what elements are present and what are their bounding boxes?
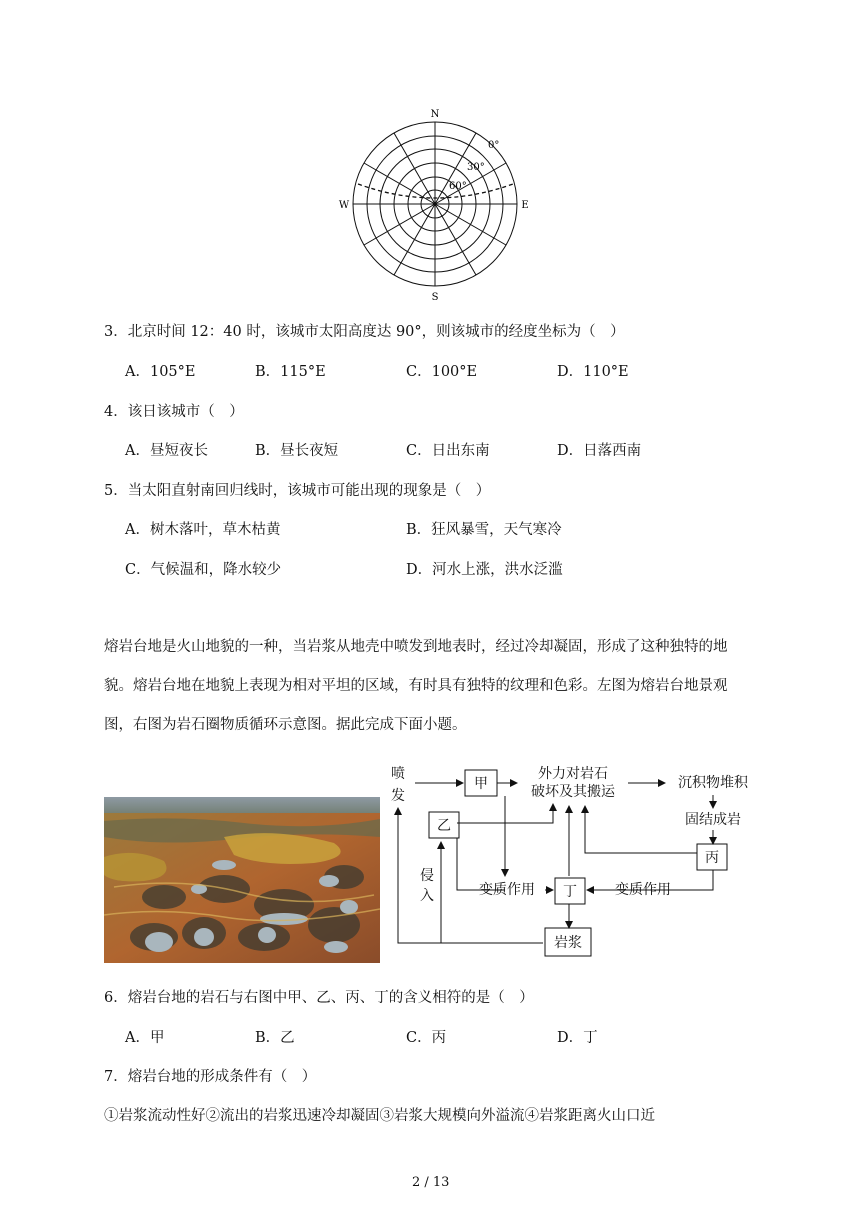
q4-option-c: C．日出东南 [406, 443, 490, 459]
q3-option-d: D．110°E [557, 364, 629, 380]
q6-option-d: D．丁 [557, 1030, 598, 1046]
west-label: W [338, 200, 350, 211]
q3-option-b: B．115°E [255, 364, 326, 380]
guje-text: 固结成岩 [685, 812, 741, 828]
lava-plateau-photo [104, 797, 380, 963]
qinru-text-2: 入 [420, 888, 434, 904]
bianzhi-left-text: 变质作用 [479, 882, 535, 898]
chenji-text: 沉积物堆积 [678, 775, 748, 791]
rock-cycle-diagram [385, 758, 765, 964]
yi-label: 乙 [437, 818, 451, 834]
question-6-stem: 6．熔岩台地的岩石与右图中甲、乙、丙、丁的含义相符的是（ ） [104, 990, 534, 1006]
q6-option-a: A．甲 [125, 1030, 165, 1046]
q5-option-a: A．树木落叶，草木枯黄 [125, 522, 281, 538]
lat-label-0: 0° [488, 140, 500, 151]
passage-line-3: 图，右图为岩石圈物质循环示意图。据此完成下面小题。 [104, 717, 467, 733]
q3-option-c: C．100°E [406, 364, 478, 380]
south-label: S [431, 292, 439, 303]
q3-option-a: A．105°E [125, 364, 196, 380]
question-7-stem: 7．熔岩台地的形成条件有（ ） [104, 1069, 317, 1085]
qinru-text-1: 侵 [420, 868, 434, 884]
q4-option-d: D．日落西南 [557, 443, 642, 459]
question-7-statements: ①岩浆流动性好②流出的岩浆迅速冷却凝固③岩浆大规模向外溢流④岩浆距离火山口近 [104, 1108, 655, 1124]
waili-text-2: 破坏及其搬运 [531, 784, 615, 800]
bianzhi-right-text: 变质作用 [615, 882, 671, 898]
bing-label: 丙 [705, 850, 719, 866]
question-4-stem: 4．该日该城市（ ） [104, 404, 244, 420]
jia-label: 甲 [474, 776, 488, 792]
yanjiang-label: 岩浆 [554, 935, 582, 951]
q5-option-c: C．气候温和，降水较少 [125, 562, 282, 578]
q6-option-c: C．丙 [406, 1030, 447, 1046]
q4-option-a: A．昼短夜长 [125, 443, 208, 459]
question-5-stem: 5．当太阳直射南回归线时，该城市可能出现的现象是（ ） [104, 483, 491, 499]
passage-line-2: 貌。熔岩台地在地貌上表现为相对平坦的区域，有时具有独特的纹理和色彩。左图为熔岩台地景观 [104, 678, 728, 694]
penfa-text-2: 发 [391, 788, 405, 804]
polar-sun-path-figure [330, 104, 540, 304]
page-number: 2 / 13 [412, 1175, 450, 1190]
waili-text-1: 外力对岩石 [538, 766, 608, 782]
penfa-text-1: 喷 [391, 766, 405, 782]
q5-option-b: B．狂风暴雪，天气寒冷 [406, 522, 562, 538]
ding-label: 丁 [563, 884, 577, 900]
q5-option-d: D．河水上涨，洪水泛滥 [406, 562, 563, 578]
q6-option-b: B．乙 [255, 1030, 295, 1046]
north-label: N [430, 109, 440, 120]
q4-option-b: B．昼长夜短 [255, 443, 339, 459]
lat-label-30: 30° [467, 162, 485, 173]
east-label: E [521, 200, 529, 211]
passage-line-1: 熔岩台地是火山地貌的一种，当岩浆从地壳中喷发到地表时，经过冷却凝固，形成了这种独特的地 [104, 639, 728, 655]
question-3-stem: 3．北京时间 12：40 时，该城市太阳高度达 90°，则该城市的经度坐标为（ ） [104, 324, 625, 340]
lat-label-60: 60° [449, 181, 467, 192]
